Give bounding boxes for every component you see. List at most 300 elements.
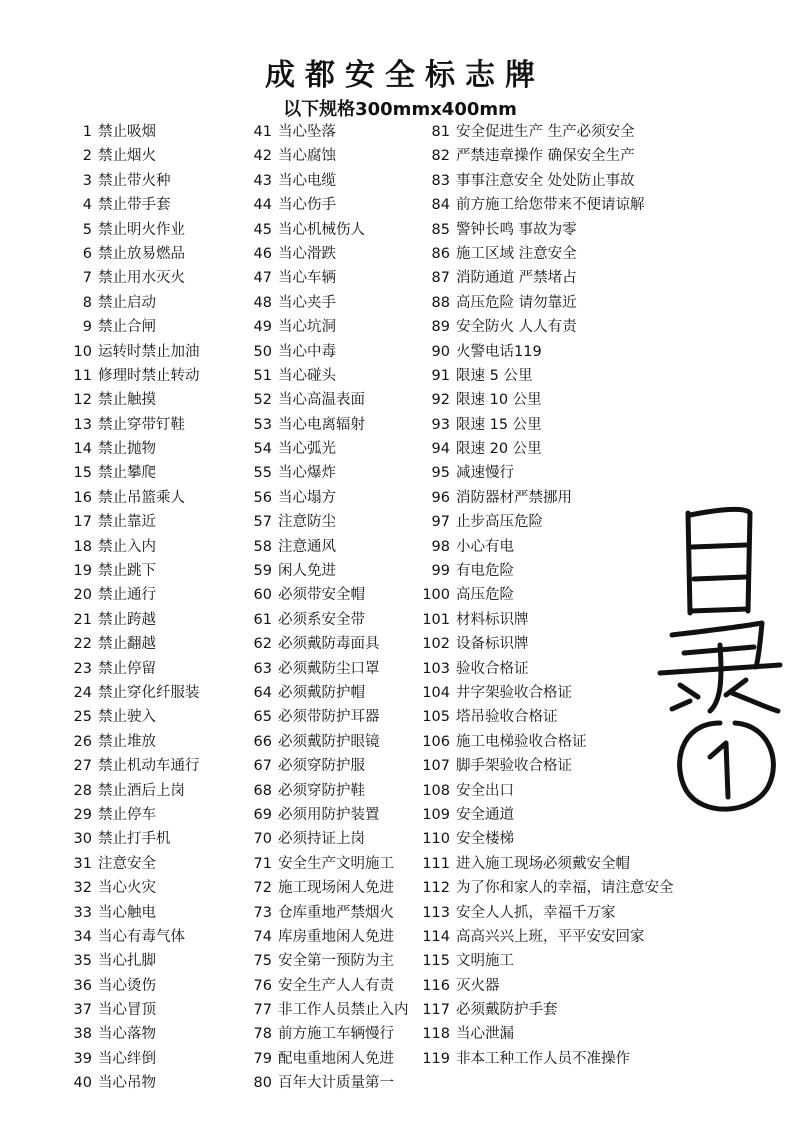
list-item	[410, 388, 710, 412]
item-label: 禁止靠近	[98, 514, 156, 531]
item-number: 104	[422, 684, 450, 701]
item-label: 当心坑洞	[278, 319, 336, 336]
item-number: 5	[82, 221, 92, 238]
item-number: 61	[253, 611, 272, 628]
item-label: 塔吊验收合格证	[456, 709, 558, 726]
item-number: 42	[253, 148, 272, 165]
item-label: 警钟长鸣 事故为零	[456, 221, 577, 238]
list-item	[60, 413, 250, 437]
list-item	[410, 827, 710, 851]
item-label: 必须带防护耳器	[278, 709, 380, 726]
item-number: 44	[253, 197, 272, 214]
item-label: 禁止停留	[98, 660, 156, 677]
list-item	[240, 583, 430, 607]
item-number: 43	[253, 172, 272, 189]
item-label: 禁止停车	[98, 806, 156, 823]
list-item	[60, 705, 250, 729]
item-number: 93	[431, 416, 450, 433]
item-label: 禁止带火种	[98, 172, 171, 189]
list-item	[240, 827, 430, 851]
item-label: 安全促进生产 生产必须安全	[456, 124, 635, 140]
item-label: 禁止跳下	[98, 563, 156, 580]
item-label: 减速慢行	[456, 465, 514, 482]
item-label: 禁止吊篮乘人	[98, 489, 185, 506]
item-number: 101	[422, 611, 450, 628]
item-label: 当心腐蚀	[278, 148, 336, 165]
item-number: 62	[253, 636, 272, 653]
item-number: 47	[253, 270, 272, 287]
item-label: 事事注意安全 处处防止事故	[456, 172, 635, 189]
item-number: 30	[73, 831, 92, 848]
item-label: 禁止机动车通行	[98, 758, 200, 775]
item-label: 当心火灾	[98, 880, 156, 897]
item-label: 有电危险	[456, 563, 514, 580]
item-label: 当心泄漏	[456, 1026, 514, 1043]
list-item	[60, 754, 250, 778]
item-number: 39	[73, 1050, 92, 1067]
item-number: 119	[422, 1050, 450, 1067]
item-number: 89	[431, 319, 450, 336]
list-item	[60, 559, 250, 583]
item-label: 当心烫伤	[98, 977, 156, 994]
list-item	[240, 437, 430, 461]
item-label: 安全生产文明施工	[278, 855, 394, 872]
page-subtitle: 以下规格300mmx400mm	[283, 99, 517, 120]
item-number: 75	[253, 953, 272, 970]
item-label: 安全楼梯	[456, 831, 514, 848]
list-item	[60, 144, 250, 168]
item-label: 百年大计质量第一	[278, 1075, 394, 1092]
list-item	[410, 291, 710, 315]
list-item	[60, 1047, 250, 1071]
item-number: 113	[422, 904, 450, 921]
list-item	[240, 681, 430, 705]
list-item	[410, 1047, 710, 1071]
item-label: 库房重地闲人免进	[278, 928, 394, 945]
list-item	[410, 437, 710, 461]
list-item	[60, 486, 250, 510]
item-label: 止步高压危险	[456, 514, 543, 531]
item-label: 禁止用水灭火	[98, 270, 185, 287]
list-item	[240, 486, 430, 510]
item-label: 非本工种工作人员不准操作	[456, 1050, 630, 1067]
item-label: 脚手架验收合格证	[456, 758, 572, 775]
item-number: 63	[253, 660, 272, 677]
item-label: 必须持证上岗	[278, 831, 365, 848]
list-item	[60, 901, 250, 925]
list-item	[410, 974, 710, 998]
item-label: 当心坠落	[278, 124, 336, 140]
item-label: 验收合格证	[456, 660, 529, 677]
item-number: 77	[253, 1002, 272, 1019]
list-item	[410, 949, 710, 973]
item-label: 注意通风	[278, 538, 336, 555]
list-item	[240, 974, 430, 998]
item-number: 91	[431, 367, 450, 384]
item-label: 严禁违章操作 确保安全生产	[456, 148, 635, 165]
item-number: 84	[431, 197, 450, 214]
item-number: 79	[253, 1050, 272, 1067]
item-label: 禁止烟火	[98, 148, 156, 165]
list-item	[240, 315, 430, 339]
list-item	[60, 852, 250, 876]
list-item	[410, 998, 710, 1022]
item-number: 58	[253, 538, 272, 555]
list-item	[410, 193, 710, 217]
list-item	[410, 461, 710, 485]
item-number: 85	[431, 221, 450, 238]
item-number: 12	[73, 392, 92, 409]
item-number: 60	[253, 587, 272, 604]
item-label: 当心吊物	[98, 1075, 156, 1092]
item-number: 15	[73, 465, 92, 482]
item-label: 必须用防护装置	[278, 806, 380, 823]
item-number: 105	[422, 709, 450, 726]
item-label: 施工区域 注意安全	[456, 245, 577, 262]
item-number: 7	[82, 270, 92, 287]
item-label: 必须系安全带	[278, 611, 365, 628]
item-number: 17	[73, 514, 92, 531]
item-number: 86	[431, 245, 450, 262]
item-label: 必须带安全帽	[278, 587, 365, 604]
list-item	[60, 340, 250, 364]
item-number: 98	[431, 538, 450, 555]
item-number: 50	[253, 343, 272, 360]
item-label: 非工作人员禁止入内	[278, 1002, 409, 1019]
item-label: 禁止合闸	[98, 319, 156, 336]
item-number: 100	[422, 587, 450, 604]
item-number: 36	[73, 977, 92, 994]
list-item	[60, 949, 250, 973]
list-item	[60, 461, 250, 485]
list-item	[60, 608, 250, 632]
item-label: 禁止放易燃品	[98, 245, 185, 262]
item-label: 当心爆炸	[278, 465, 336, 482]
item-label: 当心高温表面	[278, 392, 365, 409]
item-label: 必须戴防毒面具	[278, 636, 380, 653]
item-number: 40	[73, 1075, 92, 1092]
item-number: 116	[422, 977, 450, 994]
item-number: 57	[253, 514, 272, 531]
list-item	[410, 120, 710, 144]
item-number: 80	[253, 1075, 272, 1092]
item-number: 34	[73, 928, 92, 945]
list-item	[240, 608, 430, 632]
list-item	[240, 1022, 430, 1046]
item-label: 必须穿防护服	[278, 758, 365, 775]
item-label: 消防器材严禁挪用	[456, 489, 572, 506]
list-item	[240, 120, 430, 144]
item-number: 35	[73, 953, 92, 970]
item-label: 高高兴兴上班，平平安安回家	[456, 928, 645, 945]
item-label: 灭火器	[456, 977, 500, 994]
item-label: 当心伤手	[278, 197, 336, 214]
item-label: 禁止入内	[98, 538, 156, 555]
item-number: 90	[431, 343, 450, 360]
list-item	[410, 218, 710, 242]
item-label: 必须戴防护手套	[456, 1002, 558, 1019]
item-label: 当心落物	[98, 1026, 156, 1043]
list-item	[240, 193, 430, 217]
item-label: 限速 15 公里	[456, 416, 542, 433]
item-number: 24	[73, 684, 92, 701]
item-number: 107	[422, 758, 450, 775]
list-item	[240, 535, 430, 559]
list-item	[410, 1022, 710, 1046]
item-label: 安全防火 人人有责	[456, 319, 577, 336]
item-number: 11	[73, 367, 92, 384]
item-number: 88	[431, 294, 450, 311]
item-number: 33	[73, 904, 92, 921]
item-number: 81	[431, 124, 450, 140]
list-item	[410, 169, 710, 193]
list-item	[60, 681, 250, 705]
item-number: 53	[253, 416, 272, 433]
item-number: 94	[431, 441, 450, 458]
item-number: 51	[253, 367, 272, 384]
item-label: 限速 10 公里	[456, 392, 542, 409]
item-label: 限速 5 公里	[456, 367, 533, 384]
list-item	[410, 315, 710, 339]
list-item	[240, 730, 430, 754]
item-number: 115	[422, 953, 450, 970]
item-label: 注意防尘	[278, 514, 336, 531]
list-item	[240, 998, 430, 1022]
list-item	[60, 388, 250, 412]
item-label: 安全人人抓，幸福千万家	[456, 904, 616, 921]
item-label: 井字架验收合格证	[456, 684, 572, 701]
item-number: 32	[73, 880, 92, 897]
item-label: 前方施工车辆慢行	[278, 1026, 394, 1043]
item-number: 108	[422, 782, 450, 799]
item-label: 前方施工给您带来不便请谅解	[456, 197, 645, 214]
item-label: 禁止明火作业	[98, 221, 185, 238]
item-number: 110	[422, 831, 450, 848]
item-label: 安全出口	[456, 782, 514, 799]
item-number: 25	[73, 709, 92, 726]
item-label: 安全通道	[456, 806, 514, 823]
item-label: 安全生产人人有责	[278, 977, 394, 994]
item-label: 当心弧光	[278, 441, 336, 458]
item-number: 99	[431, 563, 450, 580]
item-number: 4	[82, 197, 92, 214]
list-item	[60, 657, 250, 681]
list-item	[60, 437, 250, 461]
item-label: 禁止翻越	[98, 636, 156, 653]
item-number: 52	[253, 392, 272, 409]
item-label: 当心夹手	[278, 294, 336, 311]
item-number: 55	[253, 465, 272, 482]
item-number: 56	[253, 489, 272, 506]
list-item	[60, 1071, 250, 1095]
item-label: 禁止触摸	[98, 392, 156, 409]
list-item	[240, 169, 430, 193]
item-number: 38	[73, 1026, 92, 1043]
item-label: 禁止抛物	[98, 441, 156, 458]
item-label: 禁止跨越	[98, 611, 156, 628]
item-number: 76	[253, 977, 272, 994]
item-label: 当心扎脚	[98, 953, 156, 970]
item-number: 1	[82, 124, 92, 140]
item-number: 69	[253, 806, 272, 823]
item-label: 施工现场闲人免进	[278, 880, 394, 897]
item-label: 当心中毒	[278, 343, 336, 360]
item-number: 70	[253, 831, 272, 848]
item-label: 当心绊倒	[98, 1050, 156, 1067]
item-number: 18	[73, 538, 92, 555]
list-item	[410, 144, 710, 168]
item-label: 当心电离辐射	[278, 416, 365, 433]
item-label: 禁止攀爬	[98, 465, 156, 482]
item-number: 22	[73, 636, 92, 653]
item-number: 68	[253, 782, 272, 799]
list-item	[240, 949, 430, 973]
handwritten-note	[650, 495, 790, 825]
list-item	[240, 559, 430, 583]
item-number: 97	[431, 514, 450, 531]
item-number: 8	[82, 294, 92, 311]
item-label: 禁止堆放	[98, 733, 156, 750]
item-label: 当心冒顶	[98, 1002, 156, 1019]
list-item	[60, 535, 250, 559]
item-label: 小心有电	[456, 538, 514, 555]
list-item	[60, 169, 250, 193]
list-item	[410, 242, 710, 266]
item-number: 21	[73, 611, 92, 628]
item-label: 当心车辆	[278, 270, 336, 287]
item-label: 修理时禁止转动	[98, 367, 200, 384]
list-item	[60, 998, 250, 1022]
list-item	[410, 266, 710, 290]
item-number: 2	[82, 148, 92, 165]
list-item	[60, 510, 250, 534]
list-item	[60, 925, 250, 949]
item-label: 必须穿防护鞋	[278, 782, 365, 799]
list-item	[410, 364, 710, 388]
item-label: 施工电梯验收合格证	[456, 733, 587, 750]
page-title: 成都安全标志牌	[265, 58, 545, 93]
item-number: 59	[253, 563, 272, 580]
item-number: 103	[422, 660, 450, 677]
list-item	[240, 754, 430, 778]
item-number: 71	[253, 855, 272, 872]
list-item	[240, 657, 430, 681]
item-number: 83	[431, 172, 450, 189]
item-label: 高压危险	[456, 587, 514, 604]
list-item	[60, 193, 250, 217]
item-number: 72	[253, 880, 272, 897]
list-item	[60, 632, 250, 656]
list-item	[60, 364, 250, 388]
item-number: 20	[73, 587, 92, 604]
list-item	[60, 730, 250, 754]
item-number: 73	[253, 904, 272, 921]
item-label: 闲人免进	[278, 563, 336, 580]
item-label: 文明施工	[456, 953, 514, 970]
list-item	[410, 901, 710, 925]
list-item	[60, 120, 250, 144]
list-item	[240, 852, 430, 876]
item-number: 102	[422, 636, 450, 653]
item-number: 6	[82, 245, 92, 262]
item-label: 运转时禁止加油	[98, 343, 200, 360]
sign-list-column-1	[60, 120, 250, 1096]
list-item	[240, 925, 430, 949]
item-label: 安全第一预防为主	[278, 953, 394, 970]
list-item	[60, 1022, 250, 1046]
item-label: 当心机械伤人	[278, 221, 365, 238]
item-label: 为了你和家人的幸福，请注意安全	[456, 880, 674, 897]
item-number: 28	[73, 782, 92, 799]
list-item	[240, 413, 430, 437]
list-item	[60, 218, 250, 242]
item-label: 禁止启动	[98, 294, 156, 311]
list-item	[410, 852, 710, 876]
list-item	[60, 779, 250, 803]
item-label: 禁止酒后上岗	[98, 782, 185, 799]
item-label: 必须戴防尘口罩	[278, 660, 380, 677]
item-label: 禁止通行	[98, 587, 156, 604]
item-label: 当心塌方	[278, 489, 336, 506]
item-label: 当心电缆	[278, 172, 336, 189]
item-number: 82	[431, 148, 450, 165]
item-label: 仓库重地严禁烟火	[278, 904, 394, 921]
list-item	[60, 242, 250, 266]
list-item	[240, 218, 430, 242]
item-number: 29	[73, 806, 92, 823]
list-item	[410, 413, 710, 437]
item-number: 92	[431, 392, 450, 409]
item-number: 65	[253, 709, 272, 726]
item-number: 26	[73, 733, 92, 750]
item-number: 114	[422, 928, 450, 945]
list-item	[60, 876, 250, 900]
list-item	[60, 315, 250, 339]
item-number: 78	[253, 1026, 272, 1043]
list-item	[60, 974, 250, 998]
list-item	[240, 1047, 430, 1071]
item-label: 配电重地闲人免进	[278, 1050, 394, 1067]
item-number: 95	[431, 465, 450, 482]
item-number: 87	[431, 270, 450, 287]
item-label: 禁止驶入	[98, 709, 156, 726]
list-item	[60, 803, 250, 827]
item-number: 49	[253, 319, 272, 336]
list-item	[240, 291, 430, 315]
item-label: 火警电话119	[456, 343, 542, 360]
item-number: 106	[422, 733, 450, 750]
item-label: 当心碰头	[278, 367, 336, 384]
item-label: 必须戴防护帽	[278, 684, 365, 701]
item-number: 3	[82, 172, 92, 189]
list-item	[240, 266, 430, 290]
sign-list-column-2	[240, 120, 430, 1096]
item-label: 注意安全	[98, 855, 156, 872]
list-item	[60, 266, 250, 290]
item-number: 112	[422, 880, 450, 897]
item-label: 禁止穿化纤服装	[98, 684, 200, 701]
item-number: 14	[73, 441, 92, 458]
list-item	[240, 901, 430, 925]
item-label: 限速 20 公里	[456, 441, 542, 458]
item-number: 67	[253, 758, 272, 775]
item-number: 96	[431, 489, 450, 506]
item-label: 禁止吸烟	[98, 124, 156, 140]
item-label: 设备标识牌	[456, 636, 529, 653]
item-label: 材料标识牌	[456, 611, 529, 628]
list-item	[240, 388, 430, 412]
item-number: 37	[73, 1002, 92, 1019]
